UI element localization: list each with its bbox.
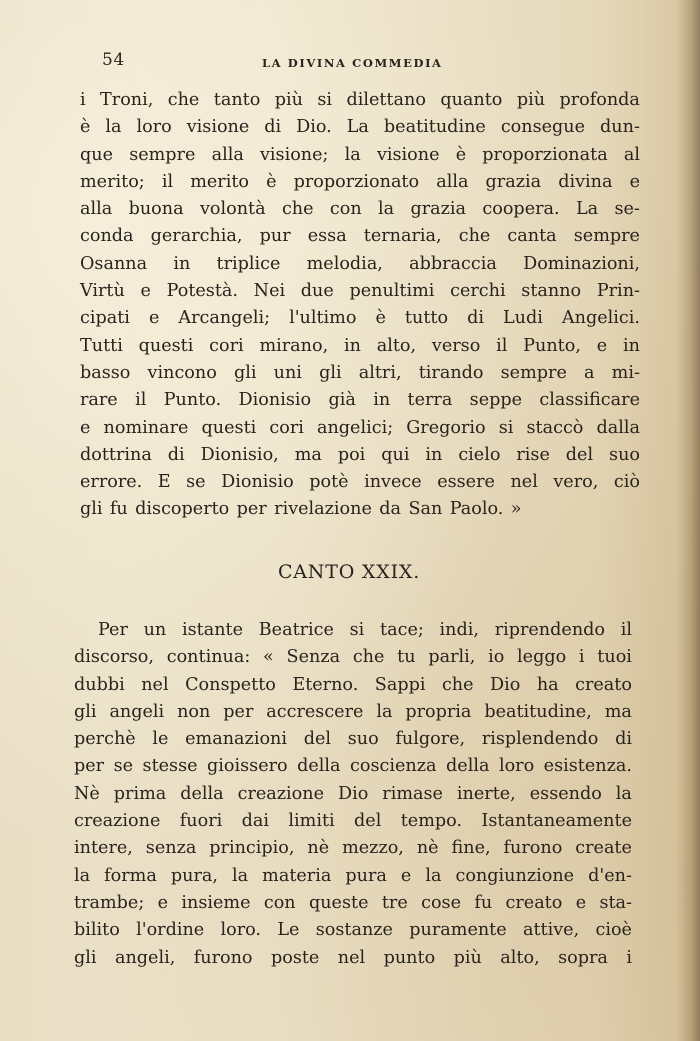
text-line: gli fu discoperto per rivelazione da San Paolo. »	[80, 499, 522, 520]
page-number: 54	[102, 50, 125, 70]
text-line: alla buona volontà che con la grazia coopera. La se-	[80, 199, 640, 220]
text-line: basso vincono gli uni gli altri, tirando sempre a mi-	[80, 362, 640, 383]
text-line: Tutti questi cori mirano, in alto, verso il Punto, e in	[80, 335, 640, 356]
canto-title: CANTO XXIX.	[277, 561, 421, 583]
text-line: perchè le emanazioni del suo fulgore, risplendendo di	[74, 729, 632, 750]
text-line: gli angeli non per accrescere la propria beatitudine, ma	[74, 701, 632, 722]
text-line: Nè prima della creazione Dio rimase inerte, essendo la	[74, 783, 632, 804]
text-line: que sempre alla visione; la visione è proporzionata al	[80, 144, 640, 165]
text-line: bilito l'ordine loro. Le sostanze puramente attive, cioè	[74, 920, 632, 941]
text-line: i Troni, che tanto più si dilettano quanto più profonda	[80, 90, 640, 110]
running-head: LA DIVINA COMMEDIA	[262, 56, 443, 70]
text-line: dottrina di Dionisio, ma poi qui in cielo rise del suo	[80, 444, 640, 465]
text-line: e nominare questi cori angelici; Gregorio si staccò dalla	[80, 417, 640, 438]
text-line: conda gerarchia, pur essa ternaria, che canta sempre	[80, 226, 640, 247]
text-line: Osanna in triplice melodia, abbraccia Dominazioni,	[80, 253, 640, 274]
text-line: rare il Punto. Dionisio già in terra seppe classificare	[80, 390, 640, 411]
text-line: errore. E se Dionisio potè invece essere nel vero, ciò	[80, 472, 640, 493]
text-line: per se stesse gioissero della coscienza della loro esistenza.	[74, 756, 632, 777]
paragraph-canto-xxix	[74, 617, 632, 972]
text-line: Per un istante Beatrice si tace; indi, riprendendo il	[98, 620, 632, 640]
page-header	[102, 50, 602, 78]
text-line: gli angeli, furono poste nel punto più alto, sopra i	[74, 947, 632, 968]
text-line: dubbi nel Conspetto Eterno. Sappi che Dio ha creato	[74, 674, 632, 695]
text-line: creazione fuori dai limiti del tempo. Istantaneamente	[74, 811, 632, 832]
text-line: Virtù e Potestà. Nei due penultimi cerchi stanno Prin-	[80, 281, 640, 302]
text-line: cipati e Arcangeli; l'ultimo è tutto di Ludi Angelici.	[80, 308, 640, 329]
paragraph-continued	[80, 87, 640, 524]
text-line: la forma pura, la materia pura e la congiunzione d'en-	[74, 865, 632, 886]
canto-heading	[0, 561, 700, 583]
text-line: intere, senza principio, nè mezzo, nè fine, furono create	[74, 838, 632, 859]
text-line: trambe; e insieme con queste tre cose fu creato e sta-	[74, 892, 632, 913]
text-line: è la loro visione di Dio. La beatitudine consegue dun-	[80, 117, 640, 138]
text-line: discorso, continua: « Senza che tu parli, io leggo i tuoi	[74, 647, 632, 668]
text-line: merito; il merito è proporzionato alla grazia divina e	[80, 171, 640, 192]
